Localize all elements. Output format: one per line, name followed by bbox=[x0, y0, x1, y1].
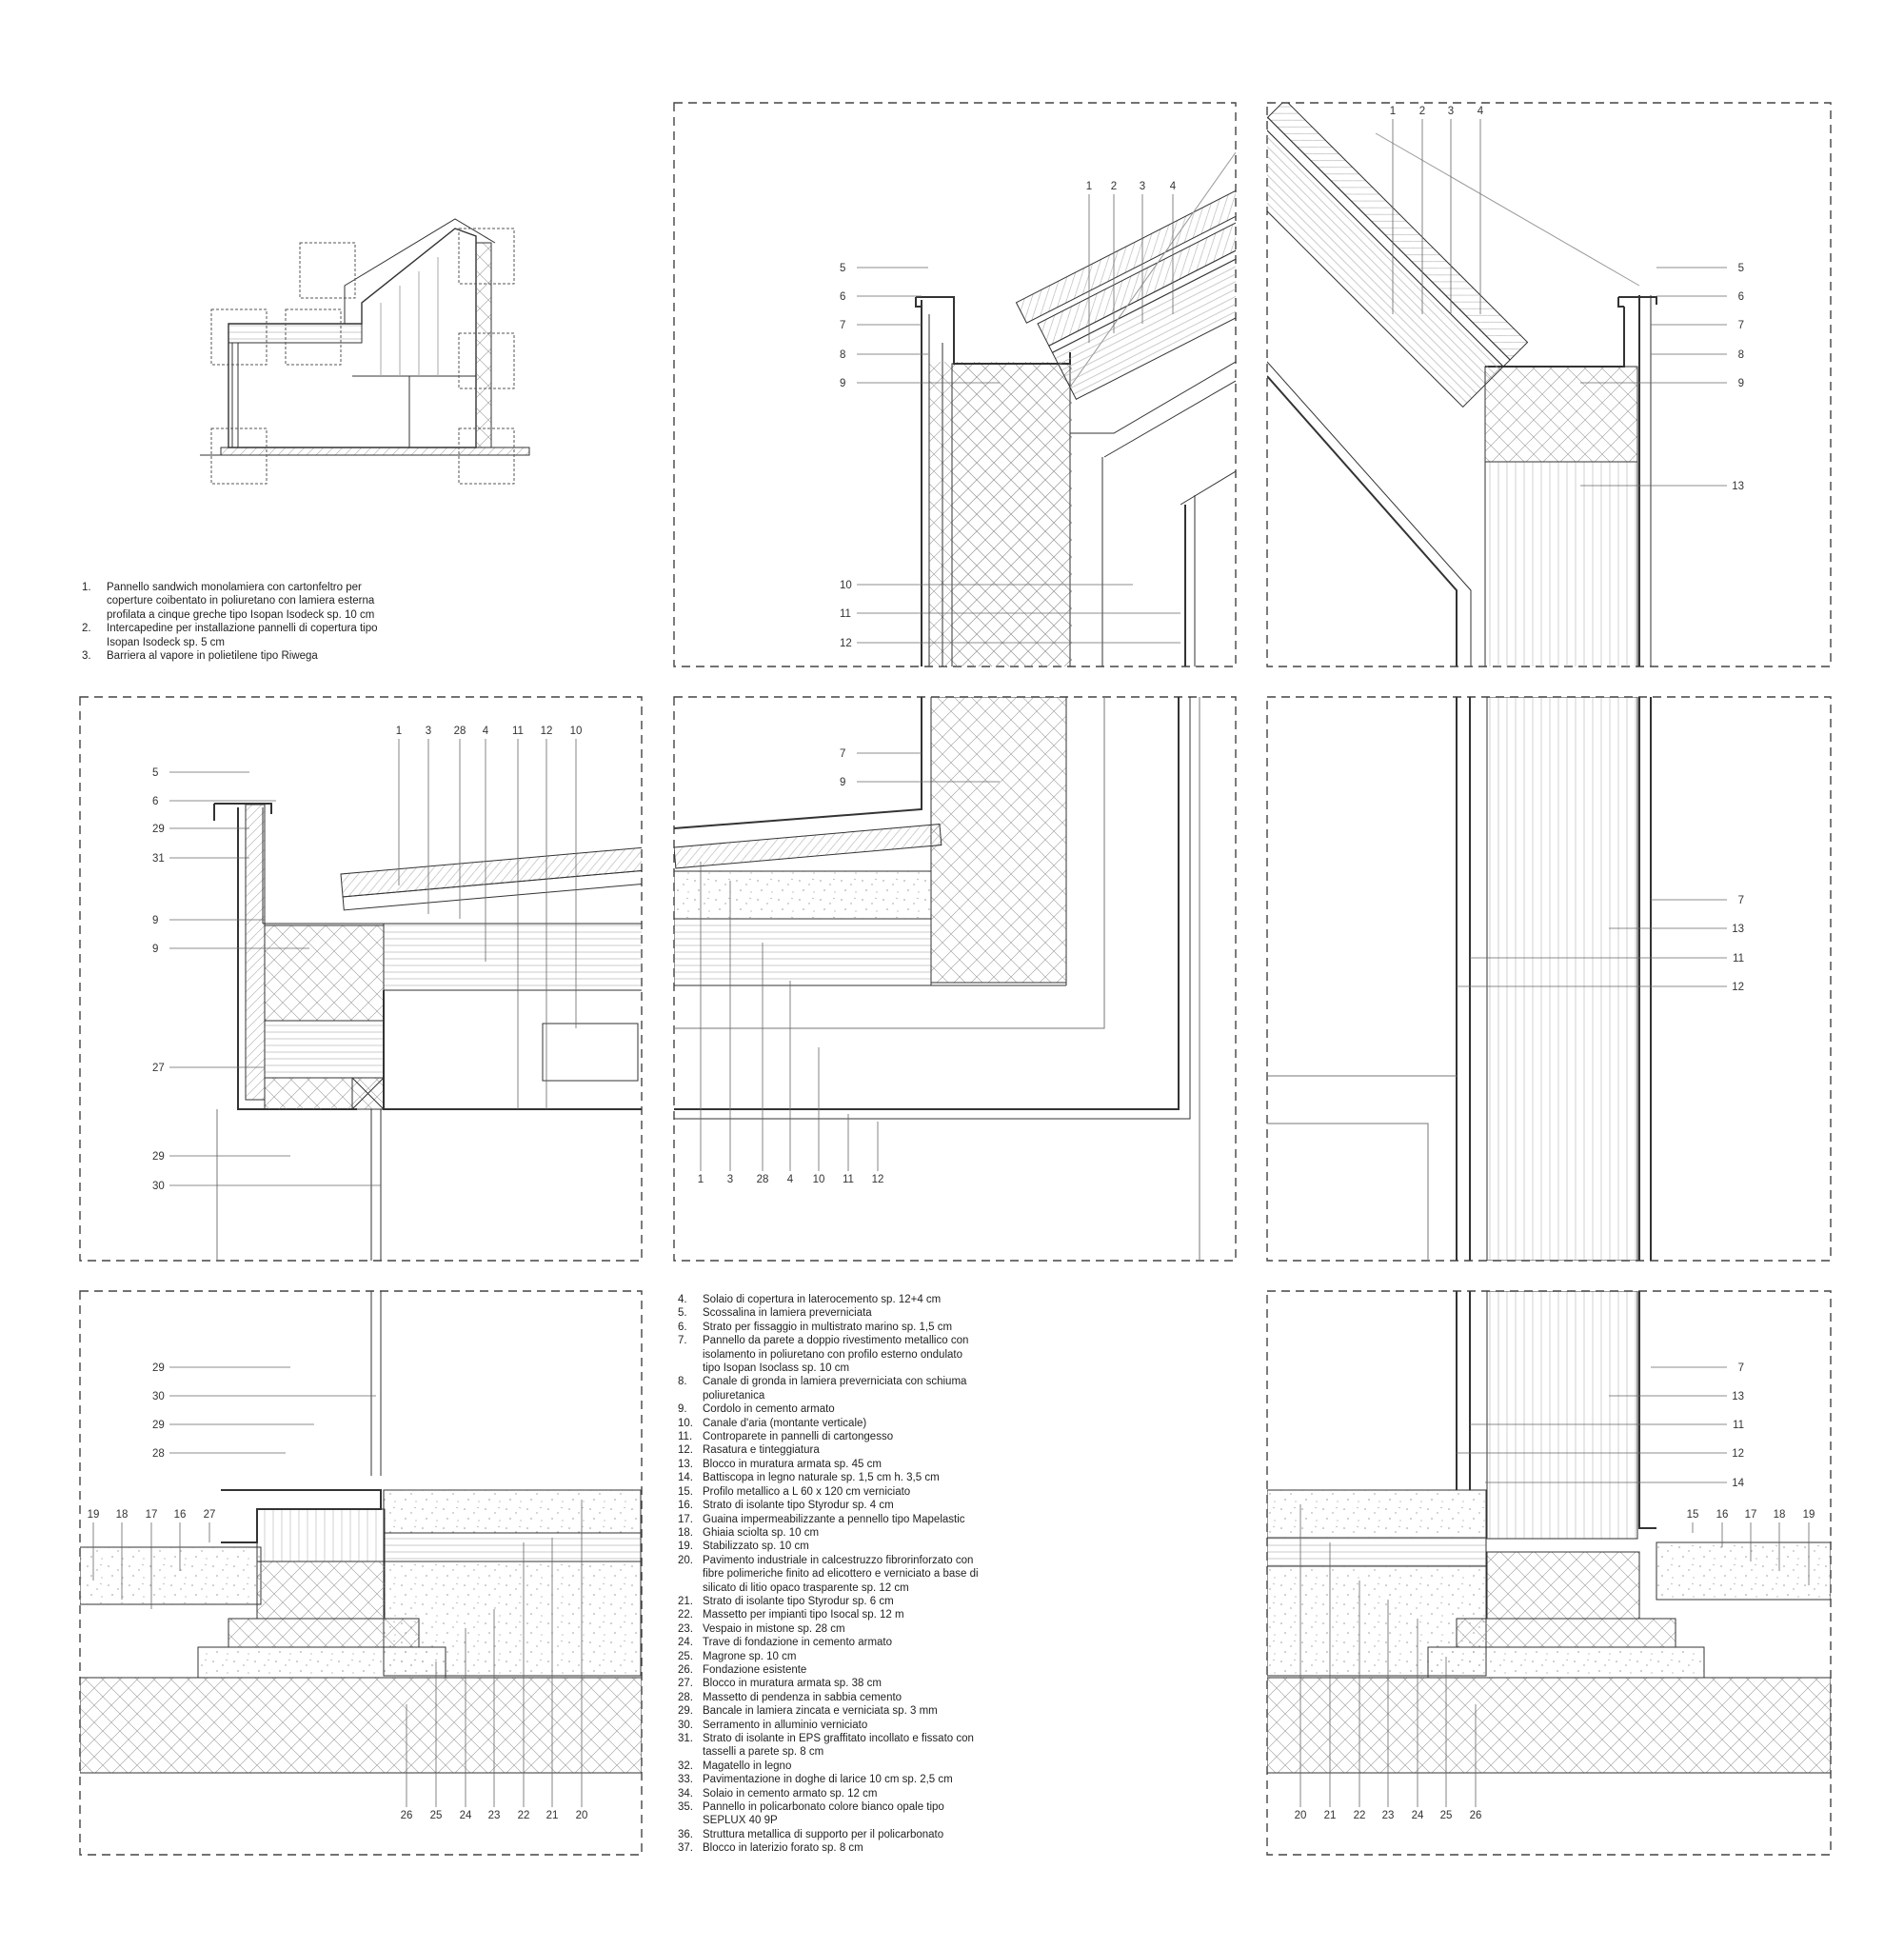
callout-number: 6 bbox=[152, 796, 159, 807]
callout-number: 5 bbox=[152, 767, 159, 779]
callout-number: 3 bbox=[1139, 181, 1146, 192]
callout-number: 23 bbox=[487, 1810, 501, 1821]
callout-number: 4 bbox=[482, 726, 489, 737]
legend-text: Bancale in lamiera zincata e verniciata sp. 3 mm bbox=[703, 1705, 938, 1718]
legend-text: Vespaio in mistone sp. 28 cm bbox=[703, 1622, 845, 1635]
legend-number: 10. bbox=[678, 1417, 693, 1429]
legend-number: 4. bbox=[678, 1294, 687, 1305]
legend-item bbox=[82, 581, 396, 622]
legend-number: 20. bbox=[678, 1554, 693, 1566]
callout-number: 12 bbox=[1732, 1448, 1744, 1460]
callout-number: 25 bbox=[1439, 1810, 1453, 1821]
callout-number: 19 bbox=[87, 1509, 100, 1521]
legend-text: Stabilizzato sp. 10 cm bbox=[703, 1541, 809, 1553]
legend-text: Guaina impermeabilizzante a pennello tipo Mapelastic bbox=[703, 1513, 965, 1525]
callout-number: 1 bbox=[1389, 106, 1397, 117]
legend-text: Magrone sp. 10 cm bbox=[703, 1650, 797, 1662]
callout-number: 14 bbox=[1732, 1478, 1744, 1489]
legend-number: 30. bbox=[678, 1719, 693, 1731]
legend-item bbox=[678, 1719, 982, 1732]
legend-item bbox=[678, 1663, 982, 1677]
legend-number: 3. bbox=[82, 650, 91, 663]
legend-text: Strato di isolante tipo Styrodur sp. 4 cm bbox=[703, 1500, 894, 1512]
legend-text: Pavimentazione in doghe di larice 10 cm sp. 2,5 cm bbox=[703, 1774, 953, 1786]
detail-base-right bbox=[1267, 1291, 1831, 1773]
callout-number: 7 bbox=[1737, 320, 1744, 331]
legend-number: 7. bbox=[678, 1335, 687, 1347]
legend-number: 32. bbox=[678, 1760, 693, 1772]
callout-number: 10 bbox=[569, 726, 583, 737]
legend-number: 15. bbox=[678, 1485, 693, 1498]
callout-number: 21 bbox=[545, 1810, 559, 1821]
legend-item bbox=[678, 1732, 982, 1760]
legend-text: Strato di isolante tipo Styrodur sp. 6 cm bbox=[703, 1595, 894, 1607]
legend-number: 17. bbox=[678, 1513, 693, 1525]
callout-number: 1 bbox=[395, 726, 403, 737]
legend-top bbox=[82, 581, 396, 663]
callout-number: 3 bbox=[425, 726, 432, 737]
legend-item bbox=[678, 1430, 982, 1443]
legend-text: Solaio di copertura in laterocemento sp. 12+4 cm bbox=[703, 1294, 942, 1305]
legend-number: 26. bbox=[678, 1663, 693, 1676]
legend-bottom bbox=[678, 1293, 982, 1856]
legend-text: Massetto per impianti tipo Isocal sp. 12 m bbox=[703, 1609, 904, 1621]
legend-number: 24. bbox=[678, 1637, 693, 1649]
callout-number: 12 bbox=[1732, 982, 1744, 993]
callout-number: 10 bbox=[840, 580, 852, 591]
legend-text: Ghiaia sciolta sp. 10 cm bbox=[703, 1526, 820, 1539]
callout-number: 12 bbox=[871, 1174, 884, 1185]
callout-number: 8 bbox=[1737, 349, 1744, 361]
legend-number: 31. bbox=[678, 1733, 693, 1744]
callout-number: 2 bbox=[1418, 106, 1426, 117]
legend-text: Blocco in muratura armata sp. 45 cm bbox=[703, 1458, 882, 1470]
detail-eave-right bbox=[1220, 100, 1656, 681]
callout-number: 11 bbox=[1733, 953, 1744, 965]
detail-wall-section bbox=[1267, 697, 1651, 1261]
legend-item bbox=[678, 1321, 982, 1334]
legend-text: Pannello in policarbonato colore bianco opale tipo SEPLUX 40 9P bbox=[703, 1801, 944, 1827]
legend-item bbox=[678, 1443, 982, 1457]
callout-number: 16 bbox=[173, 1509, 187, 1521]
callout-number: 11 bbox=[1733, 1420, 1744, 1431]
callout-number: 9 bbox=[152, 915, 159, 926]
callout-number: 29 bbox=[152, 1362, 165, 1374]
legend-item bbox=[678, 1334, 982, 1375]
legend-item bbox=[678, 1800, 982, 1828]
legend-item bbox=[678, 1375, 982, 1402]
callout-number: 2 bbox=[1110, 181, 1118, 192]
callout-number: 23 bbox=[1381, 1810, 1395, 1821]
callout-number: 7 bbox=[1737, 1362, 1744, 1374]
legend-item bbox=[678, 1306, 982, 1320]
callout-number: 7 bbox=[840, 748, 846, 760]
callout-number: 24 bbox=[1411, 1810, 1424, 1821]
legend-text: Cordolo in cemento armato bbox=[703, 1403, 835, 1416]
legend-number: 16. bbox=[678, 1500, 693, 1512]
callout-number: 17 bbox=[1744, 1509, 1757, 1521]
legend-number: 25. bbox=[678, 1650, 693, 1662]
callout-number: 6 bbox=[1737, 291, 1744, 303]
callout-number: 15 bbox=[1686, 1509, 1699, 1521]
legend-text: Pavimento industriale in calcestruzzo fibrorinforzato con fibre polimeriche finito ad elicottero e verniciato a base di silicato di litio opaco trasparente sp. 12 cm bbox=[703, 1554, 979, 1594]
callout-number: 5 bbox=[1737, 263, 1744, 274]
legend-item bbox=[678, 1608, 982, 1621]
callout-number: 11 bbox=[512, 726, 524, 737]
legend-text: Scossalina in lamiera preverniciata bbox=[703, 1307, 872, 1320]
callout-number: 1 bbox=[1085, 181, 1093, 192]
legend-text: Fondazione esistente bbox=[703, 1663, 807, 1676]
legend-item bbox=[678, 1691, 982, 1704]
legend-item bbox=[678, 1595, 982, 1608]
key-section-drawing bbox=[200, 219, 529, 484]
callout-number: 18 bbox=[115, 1509, 129, 1521]
legend-number: 28. bbox=[678, 1691, 693, 1703]
callout-number: 11 bbox=[843, 1174, 854, 1185]
legend-item bbox=[678, 1841, 982, 1855]
legend-item bbox=[678, 1554, 982, 1595]
legend-number: 35. bbox=[678, 1801, 693, 1814]
legend-text: Serramento in alluminio verniciato bbox=[703, 1719, 868, 1731]
callout-number: 8 bbox=[840, 349, 846, 361]
legend-text: Battiscopa in legno naturale sp. 1,5 cm h. 3,5 cm bbox=[703, 1472, 940, 1484]
callout-number: 4 bbox=[1169, 181, 1177, 192]
legend-number: 19. bbox=[678, 1541, 693, 1553]
legend-text: Blocco in muratura armata sp. 38 cm bbox=[703, 1678, 882, 1690]
legend-number: 34. bbox=[678, 1787, 693, 1800]
callout-number: 12 bbox=[540, 726, 553, 737]
legend-text: Pannello sandwich monolamiera con cartonfeltro per coperture coibentato in poliuretano con lamiera esterna profilata a cinque greche tipo Isopan Isodeck sp. 10 cm bbox=[107, 582, 375, 621]
legend-item bbox=[678, 1773, 982, 1786]
callout-number: 24 bbox=[459, 1810, 472, 1821]
legend-item bbox=[678, 1828, 982, 1841]
legend-number: 5. bbox=[678, 1307, 687, 1320]
legend-item bbox=[678, 1293, 982, 1306]
legend-number: 11. bbox=[678, 1431, 693, 1443]
legend-number: 33. bbox=[678, 1774, 693, 1786]
legend-item bbox=[678, 1622, 982, 1636]
legend-number: 8. bbox=[678, 1376, 687, 1388]
callout-number: 9 bbox=[840, 378, 846, 389]
legend-item bbox=[678, 1677, 982, 1690]
legend-item bbox=[678, 1704, 982, 1718]
callout-number: 13 bbox=[1732, 481, 1744, 492]
legend-item bbox=[678, 1458, 982, 1471]
callout-number: 5 bbox=[840, 263, 846, 274]
legend-item bbox=[678, 1402, 982, 1416]
legend-number: 9. bbox=[678, 1403, 687, 1416]
callout-number: 11 bbox=[840, 608, 851, 620]
callout-number: 7 bbox=[840, 320, 846, 331]
callout-number: 27 bbox=[152, 1063, 165, 1074]
legend-item bbox=[678, 1540, 982, 1553]
callout-number: 13 bbox=[1732, 1391, 1744, 1402]
callout-number: 20 bbox=[575, 1810, 588, 1821]
callout-number: 9 bbox=[152, 944, 159, 955]
callout-number: 3 bbox=[1447, 106, 1455, 117]
callout-number: 4 bbox=[786, 1174, 794, 1185]
legend-number: 2. bbox=[82, 623, 91, 635]
legend-item bbox=[82, 622, 396, 649]
legend-number: 23. bbox=[678, 1622, 693, 1635]
callout-number: 18 bbox=[1773, 1509, 1786, 1521]
callout-number: 28 bbox=[756, 1174, 769, 1185]
legend-item bbox=[678, 1526, 982, 1540]
legend-text: Strato per fissaggio in multistrato marino sp. 1,5 cm bbox=[703, 1321, 953, 1333]
legend-text: Intercapedine per installazione pannelli di copertura tipo Isopan Isodeck sp. 5 cm bbox=[107, 623, 378, 648]
callout-number: 6 bbox=[840, 291, 846, 303]
legend-number: 21. bbox=[678, 1595, 693, 1607]
legend-item bbox=[678, 1471, 982, 1484]
legend-text: Magatello in legno bbox=[703, 1760, 792, 1772]
callout-number: 22 bbox=[517, 1810, 530, 1821]
legend-text: Controparete in pannelli di cartongesso bbox=[703, 1431, 894, 1443]
legend-text: Solaio in cemento armato sp. 12 cm bbox=[703, 1787, 878, 1800]
callout-number: 28 bbox=[152, 1448, 165, 1460]
legend-item bbox=[82, 649, 396, 663]
legend-number: 14. bbox=[678, 1472, 693, 1484]
legend-number: 1. bbox=[82, 582, 91, 593]
legend-bottom-list bbox=[678, 1293, 982, 1856]
legend-text: Pannello da parete a doppio rivestimento metallico con isolamento in poliuretano con profilo esterno ondulato tipo Isopan Isoclass sp. 10 cm bbox=[703, 1335, 969, 1375]
legend-item bbox=[678, 1485, 982, 1499]
callout-number: 20 bbox=[1294, 1810, 1307, 1821]
legend-text: Trave di fondazione in cemento armato bbox=[703, 1637, 893, 1649]
legend-number: 18. bbox=[678, 1526, 693, 1539]
legend-text: Barriera al vapore in polietilene tipo Riwega bbox=[107, 650, 318, 663]
legend-top-list bbox=[82, 581, 396, 663]
callout-number: 13 bbox=[1732, 924, 1744, 935]
callout-number: 7 bbox=[1737, 895, 1744, 906]
legend-number: 27. bbox=[678, 1678, 693, 1690]
callout-number: 9 bbox=[840, 777, 846, 788]
legend-number: 36. bbox=[678, 1828, 693, 1840]
callout-number: 4 bbox=[1477, 106, 1484, 117]
callout-number: 21 bbox=[1323, 1810, 1337, 1821]
legend-item bbox=[678, 1513, 982, 1526]
legend-item bbox=[678, 1417, 982, 1430]
legend-text: Rasatura e tinteggiatura bbox=[703, 1444, 820, 1457]
callout-number: 26 bbox=[1469, 1810, 1482, 1821]
legend-number: 22. bbox=[678, 1609, 693, 1621]
callout-number: 29 bbox=[152, 1151, 165, 1163]
callout-number: 25 bbox=[429, 1810, 443, 1821]
callout-number: 27 bbox=[203, 1509, 216, 1521]
legend-item bbox=[678, 1499, 982, 1512]
legend-text: Canale d'aria (montante verticale) bbox=[703, 1417, 867, 1429]
legend-text: Strato di isolante in EPS graffitato incollato e fissato con tasselli a parete sp. 8 cm bbox=[703, 1733, 974, 1759]
legend-number: 6. bbox=[678, 1321, 687, 1333]
callout-number: 10 bbox=[812, 1174, 825, 1185]
callout-number: 12 bbox=[840, 638, 852, 649]
legend-item bbox=[678, 1650, 982, 1663]
legend-text: Massetto di pendenza in sabbia cemento bbox=[703, 1691, 902, 1703]
legend-item bbox=[678, 1760, 982, 1773]
callout-number: 22 bbox=[1353, 1810, 1366, 1821]
callout-number: 29 bbox=[152, 1420, 165, 1431]
legend-number: 29. bbox=[678, 1705, 693, 1718]
legend-item bbox=[678, 1636, 982, 1649]
callout-number: 1 bbox=[697, 1174, 704, 1185]
legend-item bbox=[678, 1787, 982, 1800]
detail-low-roof-parapet bbox=[214, 804, 650, 1261]
detail-eave-left bbox=[916, 152, 1322, 676]
legend-text: Blocco in laterizio forato sp. 8 cm bbox=[703, 1842, 863, 1855]
callout-number: 31 bbox=[152, 853, 165, 865]
callout-number: 30 bbox=[152, 1391, 165, 1402]
legend-text: Struttura metallica di supporto per il policarbonato bbox=[703, 1828, 944, 1840]
legend-number: 37. bbox=[678, 1842, 693, 1855]
callout-number: 16 bbox=[1716, 1509, 1729, 1521]
callout-number: 19 bbox=[1802, 1509, 1815, 1521]
callout-number: 9 bbox=[1737, 378, 1744, 389]
callout-number: 30 bbox=[152, 1181, 165, 1192]
callout-number: 29 bbox=[152, 824, 165, 835]
callout-number: 3 bbox=[726, 1174, 734, 1185]
callout-number: 28 bbox=[453, 726, 466, 737]
legend-text: Canale di gronda in lamiera preverniciata con schiuma poliuretanica bbox=[703, 1376, 967, 1402]
callout-number: 17 bbox=[145, 1509, 158, 1521]
callout-number: 26 bbox=[400, 1810, 413, 1821]
legend-number: 13. bbox=[678, 1458, 693, 1470]
legend-number: 12. bbox=[678, 1444, 693, 1457]
legend-text: Profilo metallico a L 60 x 120 cm verniciato bbox=[703, 1485, 911, 1498]
